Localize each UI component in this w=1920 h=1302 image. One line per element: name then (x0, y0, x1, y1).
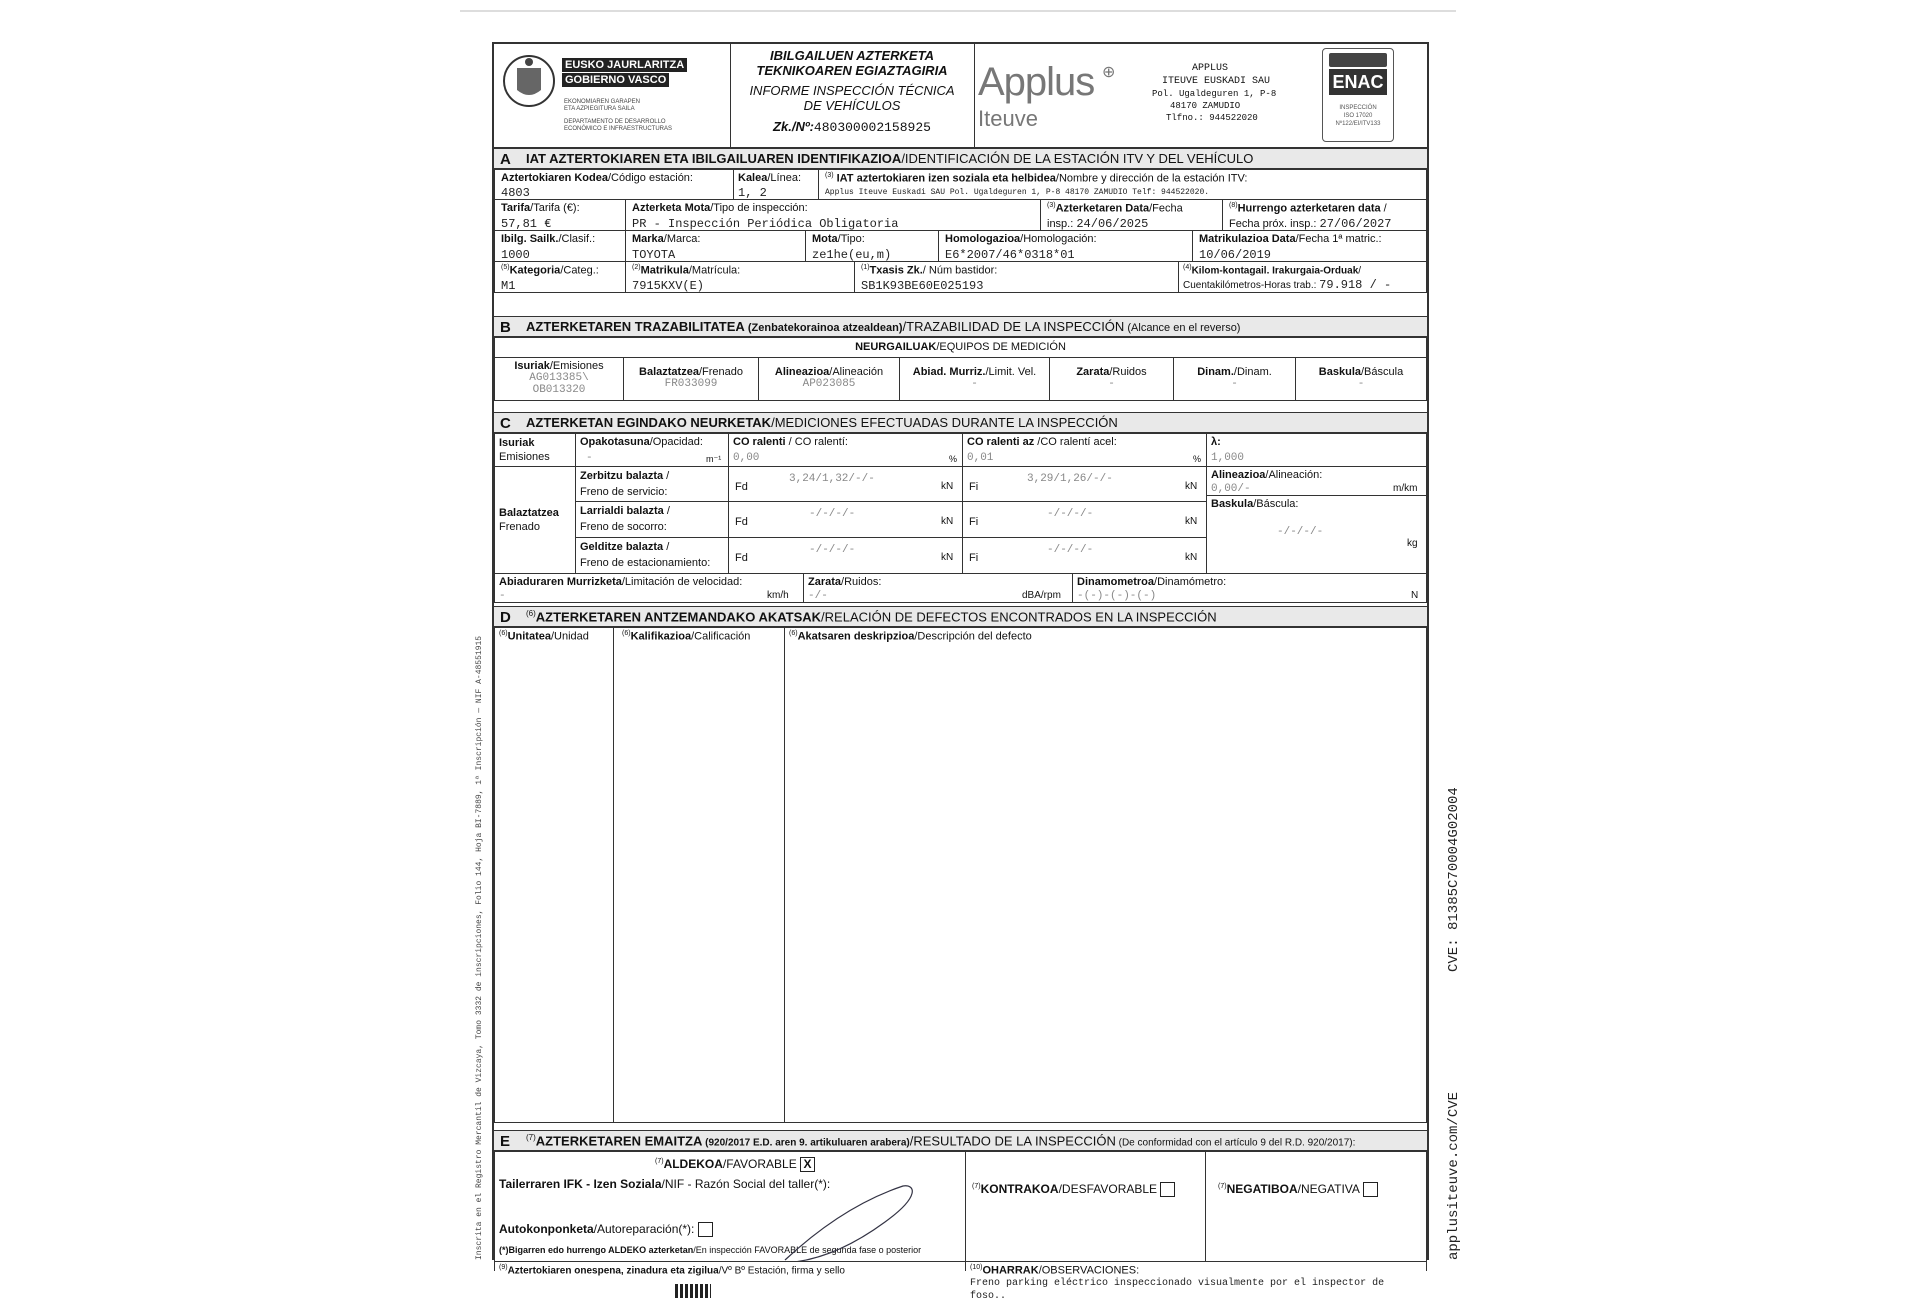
noise-meas-cell (803, 573, 1073, 603)
service-brake-fi-label: Fi (969, 481, 979, 493)
qr-code-icon (675, 1284, 711, 1298)
line-label-es: /Línea: (767, 172, 801, 184)
co-accel-value: 0,01 (967, 452, 994, 464)
noise-equip-id: - (1108, 378, 1115, 390)
scale-meas-label-eu: Baskula (1211, 498, 1254, 510)
opacity-label-es: /Opacidad: (649, 436, 703, 448)
scale-meas-value: -/-/-/- (1277, 526, 1324, 538)
lambda-cell (1206, 433, 1427, 467)
opacity-cell (575, 433, 729, 467)
parking-brake-label-cell (575, 537, 729, 574)
section-b-title-es: /TRAZABILIDAD DE LA INSPECCIÓN (902, 319, 1125, 334)
plate-cell (625, 261, 855, 293)
registration-date-cell (1192, 230, 1427, 262)
dynamometer-meas-label-es: /Dinamómetro: (1154, 576, 1227, 588)
emissions-equip-cell (494, 357, 624, 401)
registry-side-text: Inscrita en el Registro Mercantil de Vizcaya, Tomo 3332 de inscripciones, Folio 144, Hoja BI-7889, 1ª Inscripción — NIF A-48551915 (475, 635, 484, 1260)
parking-brake-fi-unit: kN (1185, 552, 1198, 563)
workshop-label-eu: Tailerraren IFK - Izen Soziala (499, 1177, 662, 1191)
next-inspection-cell (1222, 199, 1427, 231)
plate-label-eu: Matrikula (640, 264, 689, 277)
dynamometer-meas-label-eu: Dinamometroa (1077, 576, 1155, 588)
homologation-label-eu: Homologazioa (945, 233, 1021, 245)
cve-code: CVE: 81385C70004G02004 (1446, 787, 1462, 972)
section-a-title-es: /IDENTIFICACIÓN DE LA ESTACIÓN ITV Y DEL VEHÍCULO (901, 151, 1254, 166)
model-cell (805, 230, 939, 262)
odometer-cell (1178, 261, 1427, 293)
unfavorable-sup: (7) (972, 1183, 981, 1190)
plate-value: 7915KXV(E) (632, 279, 705, 293)
classification-value: 1000 (501, 248, 530, 262)
enac-badge (1322, 48, 1394, 142)
alignment-meas-value: 0,00/- (1211, 483, 1251, 495)
title-eu-1: IBILGAILUEN AZTERKETA (770, 48, 934, 63)
emissions-row-label (494, 433, 576, 467)
signature-stroke (775, 1182, 925, 1262)
station-signature-label-es: /Vº Bº Estación, firma y sello (718, 1265, 845, 1277)
section-b-letter: B (500, 319, 511, 336)
plate-label-es: /Matrícula: (688, 264, 741, 277)
gov-dept-eu-1: EKONOMIAREN GARAPEN (564, 99, 641, 105)
parking-brake-fd-value: -/-/-/- (809, 544, 856, 556)
enac-line-1: INSPECCIÓN (1339, 105, 1377, 111)
section-d-title-es: /RELACIÓN DE DEFECTOS ENCONTRADOS EN LA INSPECCIÓN (821, 609, 1217, 625)
make-value: TOYOTA (632, 248, 676, 262)
alignment-meas-label-es: /Alineación: (1265, 469, 1323, 481)
category-cell (494, 261, 626, 293)
section-e-title-eu-paren: (920/2017 E.D. aren 9. artikuluaren arabera) (702, 1137, 910, 1149)
registration-date-value: 10/06/2019 (1199, 248, 1272, 262)
inspection-report (492, 42, 1429, 1302)
parking-brake-fd-unit: kN (941, 552, 954, 563)
opacity-unit: m⁻¹ (706, 454, 722, 464)
section-d-sup: (6) (526, 609, 536, 618)
station-address-label-eu: IAT aztertokiaren izen soziala eta helbidea (836, 172, 1056, 185)
station-code-cell (494, 169, 734, 200)
co-accel-label-es: /CO ralentí acel: (1034, 436, 1117, 448)
alignment-meas-unit: m/km (1393, 483, 1418, 494)
emergency-brake-fi-label: Fi (969, 516, 979, 528)
next-inspection-label-es: Fecha próx. insp.: (1229, 218, 1317, 230)
co-accel-cell (962, 433, 1207, 467)
dynamometer-meas-value: -(-)-(-)-(-) (1077, 590, 1157, 602)
defects-description-column (784, 627, 1427, 1123)
section-c-title-es: /MEDICIONES EFECTUADAS DURANTE LA INSPECCIÓN (771, 415, 1118, 430)
report-title-block (730, 44, 975, 148)
defects-unit-label-eu: Unitatea (507, 630, 551, 643)
category-label-es: /Categ.: (560, 264, 599, 277)
co-idle-value: 0,00 (733, 452, 760, 464)
equipment-header (494, 337, 1427, 358)
odometer-label-eu: Kilom-kontagail. Irakurgaia-Orduak (1191, 265, 1359, 277)
odometer-sup: (4) (1183, 264, 1192, 271)
equipment-label-eu: NEURGAILUAK (855, 341, 937, 353)
category-sup: (5) (501, 264, 510, 271)
section-e-title-eu: AZTERKETAREN EMAITZA (535, 1133, 703, 1149)
classification-label-es: /Clasif.: (558, 233, 596, 245)
tariff-value: 57,81 € (501, 217, 552, 231)
station-code-label-eu: Aztertokiaren Kodea (501, 172, 608, 184)
section-d-letter: D (500, 609, 511, 626)
parking-brake-label-eu: Gelditze balazta (580, 541, 664, 553)
co-idle-cell (728, 433, 963, 467)
emergency-brake-fi-cell (962, 501, 1207, 538)
line-value: 1, 2 (738, 186, 767, 200)
vin-value: SB1K93BE60E025193 (861, 279, 984, 293)
cve-url: applusiteuve.com/CVE (1446, 1091, 1462, 1260)
noise-equip-cell (1049, 357, 1174, 401)
service-brake-label-sep: / (663, 470, 670, 482)
speed-limit-meas-label-es: /Limitación de velocidad: (621, 576, 743, 588)
emissions-equip-label-es: /Emisiones (549, 360, 604, 372)
next-inspection-label-sep: / (1380, 202, 1387, 215)
unfavorable-checkbox[interactable] (1160, 1182, 1175, 1197)
self-repair-checkbox[interactable] (698, 1222, 713, 1237)
observations-cell (965, 1261, 1427, 1302)
section-e-title-es-small: (De conformidad con el artículo 9 del R.D. 920/2017): (1115, 1137, 1356, 1149)
observations-text-1: Freno parking eléctrico inspeccionado visualmente por el inspector de (970, 1278, 1385, 1289)
title-es-2: DE VEHÍCULOS (803, 98, 901, 113)
braking-row-label (494, 466, 576, 574)
company-phone: Tlfno.: 944522020 (1166, 113, 1258, 123)
odometer-value: 79.918 / - (1319, 278, 1392, 292)
vin-sup: (1) (861, 264, 870, 271)
section-d-title-eu: AZTERKETAREN ANTZEMANDAKO AKATSAK (535, 609, 822, 625)
parking-brake-fi-cell (962, 537, 1207, 574)
emergency-brake-fd-label: Fd (735, 516, 748, 528)
speed-limit-equip-label-es: /Limit. Vel. (985, 366, 1037, 378)
inspection-date-label-es: /Fecha (1149, 202, 1183, 215)
speed-limit-equip-cell (899, 357, 1050, 401)
emissions-equip-id-1: AG013385\ (529, 372, 589, 384)
company-name-1: APPLUS (1192, 63, 1229, 74)
homologation-value: E6*2007/46*0318*01 (945, 248, 1075, 262)
station-address-value: Applus Iteuve Euskadi SAU Pol. Ugaldeguren 1, P-8 48170 ZAMUDIO Telf: 944522020. (825, 188, 1210, 197)
scale-equip-id: - (1357, 378, 1365, 390)
alignment-meas-label-eu: Alineazioa (1211, 469, 1266, 481)
observations-label-eu: OHARRAK (982, 1264, 1039, 1277)
opacity-label-eu: Opakotasuna (580, 436, 650, 448)
section-c-letter: C (500, 415, 511, 432)
favorable-checkbox[interactable]: X (800, 1157, 815, 1172)
plate-sup: (2) (632, 264, 641, 271)
station-address-label-es: /Nombre y dirección de la estación ITV: (1055, 172, 1248, 185)
basque-coat-of-arms-icon (500, 52, 558, 110)
tariff-cell (494, 199, 626, 231)
title-es-1: INFORME INSPECCIÓN TÉCNICA (749, 83, 955, 98)
service-brake-fi-cell (962, 466, 1207, 502)
noise-meas-unit: dBA/rpm (1022, 590, 1061, 601)
parking-brake-label-sep: / (663, 541, 670, 553)
defects-rating-column (613, 627, 785, 1123)
emergency-brake-label-sep: / (663, 505, 670, 517)
service-brake-fd-label: Fd (735, 481, 748, 493)
defects-desc-sup: (6) (789, 630, 798, 637)
co-idle-unit: % (949, 454, 958, 464)
station-code-label-es: /Código estación: (607, 172, 693, 184)
next-inspection-sup: (8) (1229, 202, 1238, 209)
co-accel-unit: % (1193, 454, 1202, 464)
service-brake-fd-cell (728, 466, 963, 502)
workshop-label-es: /NIF - Razón Social del taller(*): (661, 1177, 831, 1191)
top-divider (460, 10, 1456, 12)
station-address-cell (818, 169, 1427, 200)
category-label-eu: Kategoria (509, 264, 561, 277)
section-b-header (494, 316, 1427, 337)
defects-rating-label-es: /Calificación (691, 630, 751, 643)
observations-sup: (10) (970, 1264, 983, 1271)
alignment-equip-id: AP023085 (802, 378, 856, 390)
unfavorable-label-eu: KONTRAKOA (980, 1182, 1059, 1196)
applus-plus-icon: ⊕ (1102, 64, 1116, 81)
co-idle-label-es: / CO ralentí: (785, 436, 848, 448)
classification-cell (494, 230, 626, 262)
line-cell (733, 169, 819, 200)
braking-label-eu: Balaztatzea (499, 507, 559, 519)
service-brake-label-cell (575, 466, 729, 502)
section-a-header (494, 148, 1427, 169)
vin-cell (854, 261, 1179, 293)
brake-equip-label-eu: Balaztatzea (639, 366, 699, 378)
iteuve-logo: Iteuve (978, 106, 1038, 131)
company-name-2: ITEUVE EUSKADI SAU (1162, 76, 1271, 87)
inspection-date-label-es-2: insp.: (1047, 218, 1074, 230)
noise-meas-value: -/- (808, 590, 828, 602)
station-signature-label-eu: Aztertokiaren onespena, zinadura eta zigilua (507, 1265, 719, 1277)
co-idle-label-eu: CO ralenti (733, 436, 786, 448)
line-label-eu: Kalea (738, 172, 768, 184)
scale-meas-unit: kg (1407, 538, 1418, 549)
homologation-cell (938, 230, 1193, 262)
unfavorable-cell (965, 1151, 1206, 1262)
speed-limit-meas-unit: km/h (767, 590, 789, 601)
emergency-brake-fd-value: -/-/-/- (809, 508, 856, 520)
tariff-label-es: /Tarifa (€): (530, 202, 580, 214)
gov-name-eu: EUSKO JAURLARITZA (562, 58, 687, 72)
vin-label-es: / Núm bastidor: (922, 264, 998, 277)
applus-logo: Applus (978, 60, 1095, 104)
tariff-label-eu: Tarifa (501, 202, 531, 214)
emissions-label-es: Emisiones (499, 451, 550, 463)
service-brake-fi-value: 3,29/1,26/-/- (1027, 473, 1113, 485)
defects-rating-sup: (6) (622, 630, 631, 637)
defects-desc-label-eu: Akatsaren deskripzioa (797, 630, 915, 643)
section-b-title-eu: AZTERKETAREN TRAZABILITATEA (526, 319, 745, 334)
model-value: ze1he(eu,m) (812, 248, 892, 262)
opacity-value: - (586, 452, 593, 464)
favorable-label-es: /FAVORABLE (722, 1157, 797, 1171)
emergency-brake-fi-value: -/-/-/- (1047, 508, 1094, 520)
unfavorable-label-es: /DESFAVORABLE (1058, 1182, 1158, 1196)
scale-equip-label-es: /Báscula (1361, 366, 1404, 378)
favorable-note-es: /En inspección FAVORABLE de segunda fase o posterior (693, 1245, 922, 1255)
defects-unit-column (494, 627, 614, 1123)
inspection-type-value: PR - Inspección Periódica Obligatoria (632, 217, 899, 231)
station-signature-sup: (9) (499, 1264, 508, 1271)
station-code-value: 4803 (501, 186, 530, 200)
enac-line-2: ISO 17020 (1343, 113, 1373, 119)
doc-number: 480300002158925 (813, 120, 931, 135)
equipment-label-es: /EQUIPOS DE MEDICIÓN (936, 341, 1066, 353)
brake-equip-cell (623, 357, 759, 401)
alignment-meas-cell (1206, 466, 1427, 496)
service-brake-fd-value: 3,24/1,32/-/- (789, 473, 875, 485)
lambda-label: λ: (1211, 436, 1221, 448)
observations-label-es: /OBSERVACIONES: (1038, 1264, 1140, 1277)
noise-meas-label-es: /Ruidos: (841, 576, 882, 588)
dynamometer-equip-label-eu: Dinam. (1197, 366, 1234, 378)
lambda-value: 1,000 (1211, 452, 1245, 464)
speed-limit-meas-cell (494, 573, 804, 603)
scale-meas-label-es: /Báscula: (1253, 498, 1299, 510)
alignment-equip-label-es: /Alineación (829, 366, 884, 378)
section-d-header (494, 606, 1427, 627)
noise-meas-label-eu: Zarata (808, 576, 842, 588)
emergency-brake-fi-unit: kN (1185, 516, 1198, 527)
gov-logo-block (494, 44, 731, 148)
co-accel-label-eu: CO ralenti az (967, 436, 1035, 448)
section-e-title-es: /RESULTADO DE LA INSPECCIÓN (909, 1133, 1116, 1149)
self-repair-label-eu: Autokonponketa (499, 1222, 594, 1236)
speed-limit-meas-label-eu: Abiaduraren Murrizketa (499, 576, 622, 588)
doc-number-label: Zk./Nº: (773, 119, 814, 134)
scale-equip-cell (1295, 357, 1427, 401)
section-b-title-es-small: (Alcance en el reverso) (1124, 322, 1241, 334)
negative-checkbox[interactable] (1363, 1182, 1378, 1197)
service-brake-label-es: Freno de servicio: (580, 486, 668, 498)
parking-brake-fd-label: Fd (735, 552, 748, 564)
parking-brake-fi-label: Fi (969, 552, 979, 564)
model-label-es: /Tipo: (837, 233, 865, 245)
defects-rating-label-eu: Kalifikazioa (630, 630, 692, 643)
section-c-title-eu: AZTERKETAN EGINDAKO NEURKETAK (526, 415, 772, 430)
homologation-label-es: /Homologación: (1020, 233, 1097, 245)
odometer-label-sep: / (1358, 265, 1362, 277)
negative-cell (1205, 1151, 1427, 1262)
self-repair-label-es: /Autoreparación(*): (593, 1222, 695, 1236)
emergency-brake-label-cell (575, 501, 729, 538)
emergency-brake-fd-cell (728, 501, 963, 538)
classification-label-eu: Ibilg. Sailk. (501, 233, 559, 245)
section-c-header (494, 412, 1427, 433)
enac-line-3: Nº122/EI/ITV133 (1335, 121, 1381, 127)
model-label-eu: Mota (812, 233, 838, 245)
company-block (974, 44, 1427, 148)
inspection-type-cell (625, 199, 1041, 231)
speed-limit-meas-value: - (499, 590, 506, 602)
company-address-1: Pol. Ugaldeguren 1, P-8 (1152, 89, 1277, 99)
emergency-brake-label-es: Freno de socorro: (580, 521, 667, 533)
braking-label-es: Frenado (499, 521, 540, 533)
category-value: M1 (501, 279, 516, 293)
station-address-sup: (3) (825, 172, 834, 179)
make-label-es: /Marca: (663, 233, 701, 245)
favorable-sup: (7) (655, 1158, 664, 1165)
defects-desc-label-es: /Descripción del defecto (914, 630, 1032, 643)
inspection-date-cell (1040, 199, 1223, 231)
emissions-equip-label-eu: Isuriak (514, 360, 550, 372)
company-address-2: 48170 ZAMUDIO (1170, 101, 1241, 111)
defects-unit-sup: (6) (499, 630, 508, 637)
enac-logo: ENAC (1329, 69, 1387, 95)
vin-label-eu: Txasis Zk. (869, 264, 923, 277)
inspection-type-label-eu: Azterketa Mota (632, 202, 711, 214)
favorable-note-eu: (*)Bigarren edo hurrengo ALDEKO azterketan (499, 1245, 694, 1255)
dynamometer-equip-cell (1173, 357, 1296, 401)
odometer-label-es: Cuentakilómetros-Horas trab.: (1183, 280, 1317, 291)
registration-date-label-eu: Matrikulazioa Data (1199, 233, 1296, 245)
gov-dept-es-1: DEPARTAMENTO DE DESARROLLO (564, 119, 666, 125)
noise-equip-label-es: /Ruidos (1109, 366, 1147, 378)
title-eu-2: TEKNIKOAREN EGIAZTAGIRIA (756, 63, 948, 78)
crown-icon (1329, 53, 1387, 67)
parking-brake-fi-value: -/-/-/- (1047, 544, 1094, 556)
favorable-label-eu: ALDEKOA (663, 1157, 723, 1171)
next-inspection-value: 27/06/2027 (1319, 217, 1392, 231)
negative-label-es: /NEGATIVA (1297, 1182, 1360, 1196)
inspection-date-value: 24/06/2025 (1076, 217, 1149, 231)
defects-unit-label-es: /Unidad (550, 630, 589, 643)
alignment-equip-label-eu: Alineazioa (774, 366, 830, 378)
dynamometer-meas-cell (1072, 573, 1427, 603)
gov-dept-eu-2: ETA AZPIEGITURA SAILA (564, 106, 635, 112)
dynamometer-equip-label-es: /Dinam. (1233, 366, 1272, 378)
scale-meas-cell (1206, 495, 1427, 574)
noise-equip-label-eu: Zarata (1076, 366, 1110, 378)
parking-brake-fd-cell (728, 537, 963, 574)
service-brake-label-eu: Zerbitzu balazta (580, 470, 664, 482)
make-label-eu: Marka (632, 233, 664, 245)
scale-equip-label-eu: Baskula (1318, 366, 1361, 378)
section-e-header (494, 1130, 1427, 1151)
emissions-label-eu: Isuriak (499, 437, 535, 449)
make-cell (625, 230, 806, 262)
section-e-sup: (7) (526, 1133, 536, 1142)
emissions-equip-id-2: OB013320 (532, 384, 586, 396)
brake-equip-label-es: /Frenado (698, 366, 743, 378)
gov-name-es: GOBIERNO VASCO (562, 73, 669, 87)
inspection-type-label-es: /Tipo de inspección: (710, 202, 808, 214)
dynamometer-meas-unit: N (1411, 590, 1419, 601)
station-signature-cell (494, 1261, 966, 1277)
section-b-title-eu-paren: (Zenbatekorainoa atzealdean) (744, 322, 903, 334)
service-brake-fd-unit: kN (941, 481, 954, 492)
alignment-equip-cell (758, 357, 900, 401)
section-e-letter: E (500, 1133, 511, 1150)
next-inspection-label-eu: Hurrengo azterketaren data (1237, 202, 1381, 215)
negative-label-eu: NEGATIBOA (1226, 1182, 1298, 1196)
emergency-brake-label-eu: Larrialdi balazta (580, 505, 664, 517)
registration-date-label-es: /Fecha 1ª matric.: (1295, 233, 1382, 245)
service-brake-fi-unit: kN (1185, 481, 1198, 492)
brake-equip-id: FR033099 (664, 378, 718, 390)
section-a-letter: A (500, 151, 511, 168)
speed-limit-equip-label-eu: Abiad. Murriz. (912, 366, 986, 378)
negative-sup: (7) (1218, 1183, 1227, 1190)
emergency-brake-fd-unit: kN (941, 516, 954, 527)
inspection-date-sup: (3) (1047, 202, 1056, 209)
observations-text-2: foso.. (970, 1291, 1007, 1302)
inspection-date-label-eu: Azterketaren Data (1055, 202, 1150, 215)
favorable-cell (494, 1151, 966, 1262)
dynamometer-equip-id: - (1231, 378, 1238, 390)
gov-dept-es-2: ECONÓMICO E INFRAESTRUCTURAS (564, 126, 673, 132)
section-a-title-eu: IAT AZTERTOKIAREN ETA IBILGAILUAREN IDENTIFIKAZIOA (526, 151, 902, 166)
speed-limit-equip-id: - (971, 378, 978, 390)
parking-brake-label-es: Freno de estacionamiento: (580, 557, 711, 569)
